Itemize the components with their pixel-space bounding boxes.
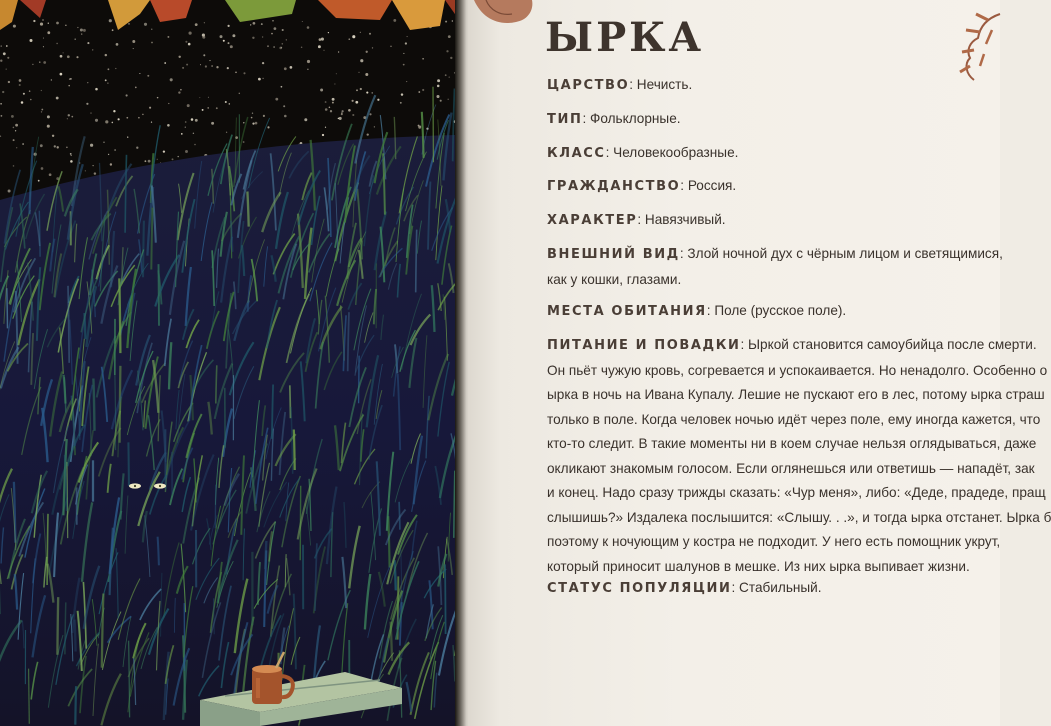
field-feeding-habits: ПИТАНИЕ И ПОВАДКИ: Ыркой становится самоубийца после смерти. Он пьёт чужую кровь, согревается и успокаивается. Но ненадолго. Особенно о ырка в ночь на Ивана Купалу. Лешие не пускают его в лес, потому ырка страш только в поле. Когда человек ночью идёт через поле, ему иногда кажется, что кто-то следит. В такие моменты ни в коем случае нельзя оглядываться, даже окликают знакомым голосом. Если оглянешься или ответишь — нападёт, зак и конец. Надо сразу трижды сказать: «Чур меня», либо: «Деде, прадеде, пращ слышишь?» Издалека послышится: «Слышу. . .», и тогда ырка отстанет. Ырка б поэтому к ночующим у костра не подходит. У него есть помощник укрут, который приносит шалунов в мешке. Из них ырка выпивает жизни. <box>547 333 1027 579</box>
field-label: ХАРАКТЕР <box>547 213 638 228</box>
creature-title: ЫРКА <box>545 14 705 61</box>
field-label: ПИТАНИЕ И ПОВАДКИ <box>547 338 741 353</box>
field-value-line: кто-то следит. В такие моменты ни в коем случае нельзя оглядываться, даже <box>547 436 1037 451</box>
field-value: Поле (русское поле). <box>710 303 847 318</box>
field-kingdom: ЦАРСТВО: Нечисть. <box>547 77 693 93</box>
field-type: ТИП: Фольклорные. <box>547 111 681 127</box>
field-citizenship: ГРАЖДАНСТВО: Россия. <box>547 178 737 194</box>
field-value: Человекообразные. <box>609 145 739 160</box>
field-value-line: и конец. Надо сразу трижды сказать: «Чур меня», либо: «Деде, прадеде, пращ <box>547 485 1046 500</box>
field-value-line: который приносит шалунов в мешке. Из них ырка выпивает жизни. <box>547 558 970 574</box>
field-value-line: как у кошки, глазами. <box>547 271 682 287</box>
field-label: МЕСТА ОБИТАНИЯ <box>547 304 707 319</box>
field-appearance: ВНЕШНИЙ ВИД: Злой ночной дух с чёрным лицом и светящимися, как у кошки, глазами. <box>547 242 1027 292</box>
field-label: ВНЕШНИЙ ВИД <box>547 247 680 262</box>
field-value-line: поэтому к ночующим у костра не подходит. У него есть помощник укрут, <box>547 534 1001 549</box>
field-value-line: Ыркой становится самоубийца после смерти. <box>744 337 1037 352</box>
text-page <box>468 0 1051 726</box>
field-population-status: СТАТУС ПОПУЛЯЦИИ: Стабильный. <box>547 580 822 596</box>
field-value-line: слышишь?» Издалека послышится: «Слышу. . .», и тогда ырка отстанет. Ырка б <box>547 509 1051 525</box>
field-value-line: только в поле. Когда человек ночью идёт через поле, ему иногда кажется, что <box>547 411 1041 427</box>
field-value-line: Злой ночной дух с чёрным лицом и светящимися, <box>683 246 1003 261</box>
field-character: ХАРАКТЕР: Навязчивый. <box>547 212 726 228</box>
field-value-line: ырка в ночь на Ивана Купалу. Лешие не пускают его в лес, потому ырка страш <box>547 387 1045 402</box>
illustration-page <box>0 0 462 726</box>
field-class: КЛАСС: Человекообразные. <box>547 145 739 161</box>
field-label: ЦАРСТВО <box>547 78 630 93</box>
night-field-illustration <box>0 0 462 726</box>
field-value: Стабильный. <box>735 580 822 595</box>
leaf-ornament-icon <box>468 0 538 32</box>
field-label: КЛАСС <box>547 146 606 161</box>
field-value-line: окликают знакомым голосом. Если оглянешься или ответишь — нападёт, зак <box>547 460 1035 476</box>
field-label: ТИП <box>547 112 583 127</box>
field-value: Россия. <box>684 178 737 193</box>
field-value: Нечисть. <box>633 77 693 92</box>
field-label: ГРАЖДАНСТВО <box>547 179 681 194</box>
field-value: Навязчивый. <box>641 212 726 227</box>
field-value: Фольклорные. <box>586 111 681 126</box>
field-value-line: Он пьёт чужую кровь, согревается и успокаивается. Но ненадолго. Особенно о <box>547 362 1048 378</box>
field-habitat: МЕСТА ОБИТАНИЯ: Поле (русское поле). <box>547 303 847 319</box>
field-label: СТАТУС ПОПУЛЯЦИИ <box>547 581 732 596</box>
